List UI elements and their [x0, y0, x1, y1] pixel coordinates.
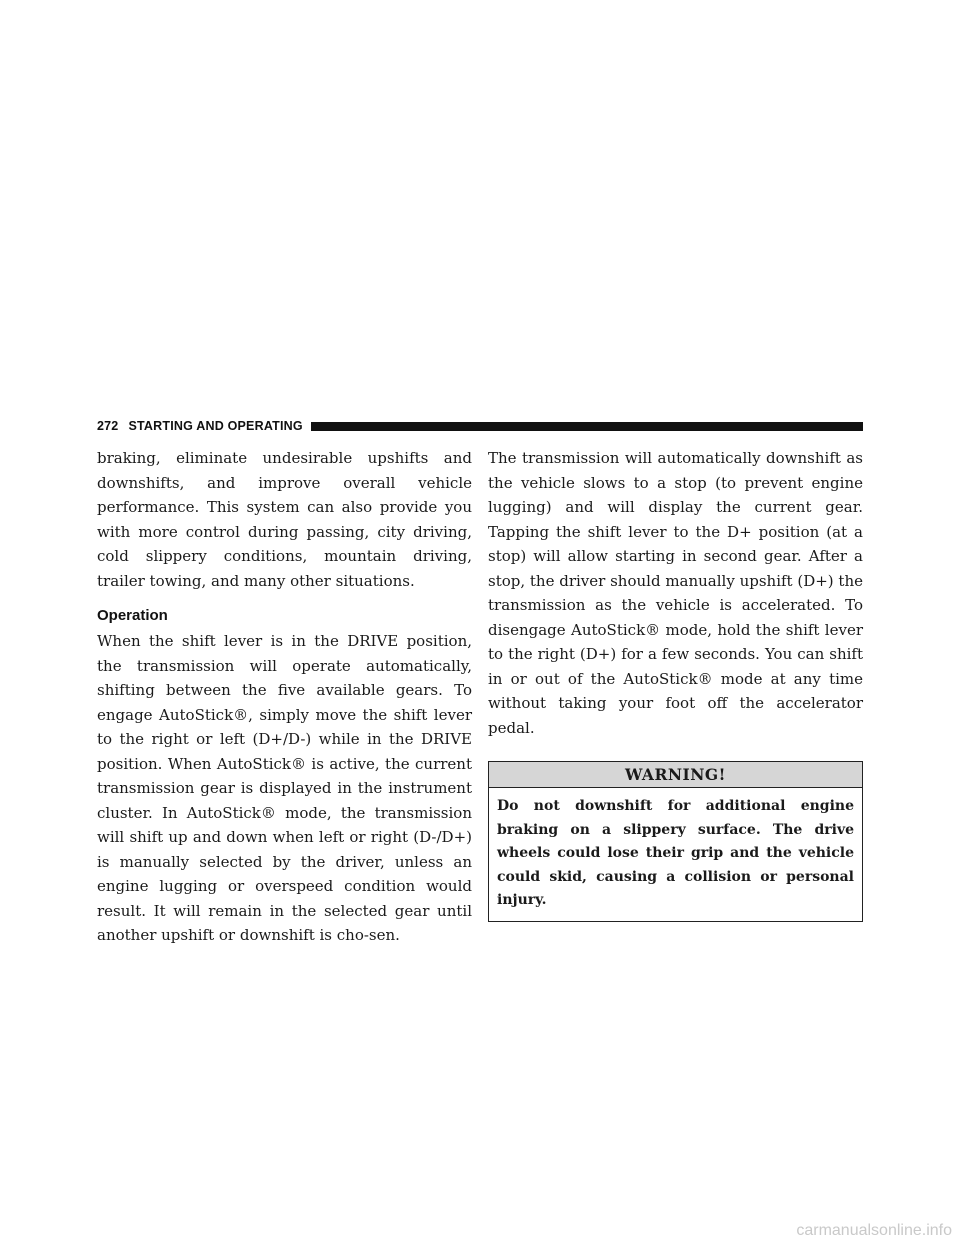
warning-title: WARNING!: [489, 762, 862, 788]
section-title: STARTING AND OPERATING: [128, 419, 303, 433]
page-header: [97, 417, 863, 435]
operation-heading: Operation: [97, 607, 168, 624]
warning-body: Do not downshift for additional engine braking on a slippery surface. The drive wheels could lose their grip and the vehicle could skid, causing a collision or personal injury.: [497, 798, 854, 908]
watermark-text: carmanualsonline.info: [796, 1222, 952, 1239]
right-column: [488, 446, 863, 922]
operation-paragraph: When the shift lever is in the DRIVE position, the transmission will operate automatically, shifting between the five available gears. To engage AutoStick®, simply move the shift lever to the right or left (D+/D-) while in the DRIVE position. When AutoStick® is active, the current transmission gear is displayed in the instrument cluster. In AutoStick® mode, the transmission will shift up and down when left or right (D-/D+) is manually selected by the driver, unless an engine lugging or overspeed condition would result. It will remain in the selected gear until another upshift or downshift is cho-sen.: [97, 632, 472, 944]
intro-paragraph: braking, eliminate undesirable upshifts and downshifts, and improve overall vehicle performance. This system can also provide you with more control during passing, city driving, cold slippery conditions, mountain driving, trailer towing, and many other situations.: [97, 449, 472, 590]
downshift-paragraph: The transmission will automatically downshift as the vehicle slows to a stop (to prevent engine lugging) and will display the current gear. Tapping the shift lever to the D+ position (at a stop) will allow starting in second gear. After a stop, the driver should manually upshift (D+) the transmission as the vehicle is accelerated. To disengage AutoStick® mode, hold the shift lever to the right (D+) for a few seconds. You can shift in or out of the AutoStick® mode at any time without taking your foot off the accelerator pedal.: [488, 449, 863, 737]
page-number: 272: [97, 419, 119, 433]
warning-box: [488, 761, 863, 922]
header-rule: [311, 422, 863, 431]
left-column: [97, 446, 472, 948]
